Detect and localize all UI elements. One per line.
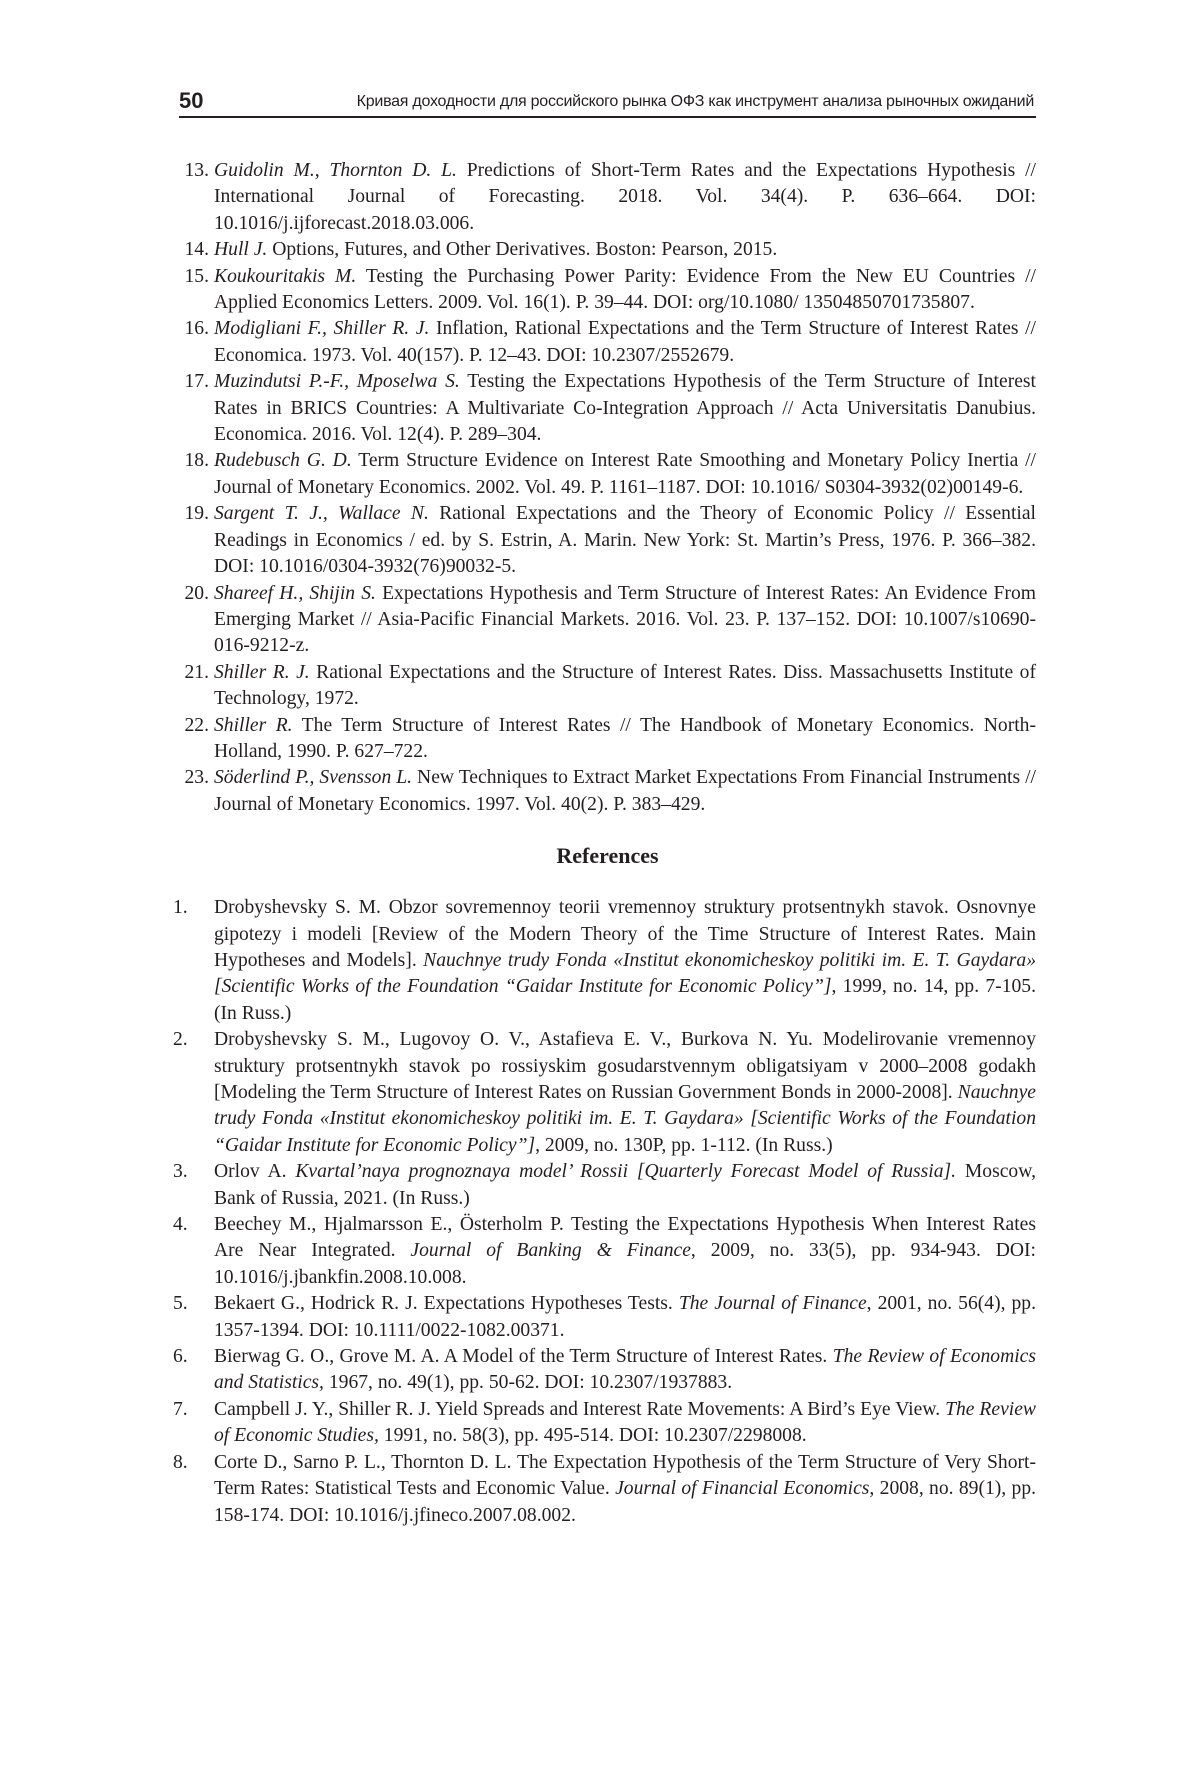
reference-segment: Moscow, Bank of Russia, 2021. (In Russ.): [214, 1161, 1036, 1208]
reference-item: [179, 369, 1036, 448]
reference-number: 17.: [165, 369, 209, 395]
reference-text: [214, 662, 1036, 709]
reference-number: 18.: [165, 448, 209, 474]
reference-item: [179, 660, 1036, 713]
reference-item: [179, 1450, 1036, 1529]
reference-segment: , 2009, no. 130P, pp. 1-112. (In Russ.): [535, 1135, 833, 1156]
reference-segment: Bierwag G. O., Grove M. A. A Model of the Term Structure of Interest Rates.: [214, 1346, 833, 1367]
reference-number: 19.: [165, 501, 209, 527]
reference-text: [214, 1293, 1036, 1340]
reference-item: [179, 1159, 1036, 1212]
reference-item: [179, 1397, 1036, 1450]
reference-number: 1.: [173, 895, 197, 921]
reference-item: [179, 237, 1036, 263]
reference-segment: Drobyshevsky S. M. Obzor sovremennoy teorii vremennoy struktury protsentnykh stavok. Osnovnye gipotezy i modeli [Review of the Modern Theory of the Time Structure of Interest Rates. Main Hypotheses and Models].: [214, 897, 1036, 971]
reference-number: 14.: [165, 237, 209, 263]
reference-segment: , 1999, no. 14, pp. 7-105. (In Russ.): [214, 976, 1036, 1023]
reference-number: 23.: [165, 765, 209, 791]
reference-number: 2.: [173, 1027, 197, 1053]
reference-body: Rational Expectations and the Structure of Interest Rates. Diss. Massachusetts Institute of Technology, 1972.: [214, 662, 1036, 709]
reference-number: 21.: [165, 660, 209, 686]
literature-list: [179, 158, 1036, 818]
reference-item: [179, 316, 1036, 369]
reference-item: [179, 501, 1036, 580]
reference-body: Testing the Expectations Hypothesis of the Term Structure of Interest Rates in BRICS Countries: A Multivariate Co-Integration Approach // Acta Universitatis Danubius. Economica. 2016. Vol. 12(4). P. 289–304.: [214, 371, 1036, 445]
reference-number: 22.: [165, 713, 209, 739]
reference-number: 4.: [173, 1212, 197, 1238]
document-page: [0, 0, 1200, 1786]
reference-body: Expectations Hypothesis and Term Structure of Interest Rates: An Evidence From Emerging Market // Asia-Pacific Financial Markets. 2016. Vol. 23. P. 137–152. DOI: 10.1007/s10690-016-9212-z.: [214, 583, 1036, 657]
reference-text: [214, 239, 777, 260]
reference-source: Nauchnye trudy Fonda «Institut ekonomicheskoy politiki im. E. T. Gaydara» [Scientific Works of the Foundation “Gaidar Institute for Economic Policy”]: [214, 950, 1036, 997]
reference-body: The Term Structure of Interest Rates // The Handbook of Monetary Economics. North-Holland, 1990. P. 627–722.: [214, 715, 1036, 762]
reference-segment: , 2009, no. 33(5), pp. 934-943. DOI: 10.1016/j.jbankfin.2008.10.008.: [214, 1240, 1036, 1287]
reference-author: Shiller R.: [214, 715, 293, 736]
reference-source: The Review of Economic Studies,: [214, 1399, 1036, 1446]
reference-body: Testing the Purchasing Power Parity: Evidence From the New EU Countries // Applied Economics Letters. 2009. Vol. 16(1). P. 39–44. DOI: org/10.1080/ 13504850701735807.: [214, 266, 1036, 313]
reference-author: Rudebusch G. D.: [214, 450, 352, 471]
reference-segment: , 2001, no. 56(4), pp. 1357-1394. DOI: 10.1111/0022-1082.00371.: [214, 1293, 1036, 1340]
reference-item: [179, 765, 1036, 818]
reference-item: [179, 713, 1036, 766]
reference-item: [179, 895, 1036, 1027]
reference-number: 3.: [173, 1159, 197, 1185]
reference-source: The Review of Economics and Statistics,: [214, 1346, 1036, 1393]
reference-author: Koukouritakis M.: [214, 266, 356, 287]
main-content: [179, 158, 1036, 1529]
reference-body: Rational Expectations and the Theory of Economic Policy // Essential Readings in Economics / ed. by S. Estrin, A. Marin. New York: St. Martin’s Press, 1976. P. 366–382. DOI: 10.1016/0304-3932(76)90032-5.: [214, 503, 1036, 577]
reference-text: [214, 1346, 1036, 1393]
reference-text: [214, 503, 1036, 577]
reference-segment: Drobyshevsky S. M., Lugovoy O. V., Astafieva E. V., Burkova N. Yu. Modelirovanie vremennoy struktury protsentnykh stavok po rossiyskim gosudarstvennym obligatsiyam v 2000–2008 godakh [Modeling the Term Structure of Interest Rates on Russian Government Bonds in 2000-2008].: [214, 1029, 1036, 1103]
reference-segment: Campbell J. Y., Shiller R. J. Yield Spreads and Interest Rate Movements: A Bird’s Eye View.: [214, 1399, 945, 1420]
page-number: 50: [179, 90, 203, 112]
running-title: Кривая доходности для российского рынка ОФЗ как инструмент анализа рыночных ожиданий: [357, 93, 1034, 111]
reference-item: [179, 1344, 1036, 1397]
reference-number: 16.: [165, 316, 209, 342]
reference-source: Journal of Banking & Finance: [410, 1240, 690, 1261]
reference-text: [214, 1029, 1036, 1156]
reference-text: [214, 266, 1036, 313]
reference-author: Söderlind P., Svensson L.: [214, 767, 412, 788]
reference-item: [179, 158, 1036, 237]
reference-text: [214, 371, 1036, 445]
reference-text: [214, 1214, 1036, 1288]
reference-author: Sargent T. J., Wallace N.: [214, 503, 429, 524]
reference-text: [214, 318, 1036, 365]
reference-text: [214, 897, 1036, 1024]
reference-author: Shareef H., Shijin S.: [214, 583, 376, 604]
reference-body: Options, Futures, and Other Derivatives. Boston: Pearson, 2015.: [267, 239, 777, 260]
reference-author: Muzindutsi P.-F., Mposelwa S.: [214, 371, 460, 392]
reference-text: [214, 1399, 1036, 1446]
reference-item: [179, 1212, 1036, 1291]
reference-text: [214, 767, 1036, 814]
reference-number: 7.: [173, 1397, 197, 1423]
references-heading: References: [179, 843, 1036, 869]
reference-item: [179, 448, 1036, 501]
reference-source: Nauchnye trudy Fonda «Institut ekonomicheskoy politiki im. E. T. Gaydara» [Scientific Works of the Foundation “Gaidar Institute for Economic Policy”]: [214, 1082, 1036, 1156]
reference-number: 6.: [173, 1344, 197, 1370]
reference-source: Journal of Financial Economics: [615, 1478, 869, 1499]
reference-text: [214, 160, 1036, 234]
reference-body: New Techniques to Extract Market Expectations From Financial Instruments // Journal of Monetary Economics. 1997. Vol. 40(2). P. 383–429.: [214, 767, 1036, 814]
reference-author: Modigliani F., Shiller R. J.: [214, 318, 429, 339]
reference-source: Kvartal’naya prognoznaya model’ Rossii [Quarterly Forecast Model of Russia].: [295, 1161, 956, 1182]
reference-segment: Corte D., Sarno P. L., Thornton D. L. The Expectation Hypothesis of the Term Structure of Very Short-Term Rates: Statistical Tests and Economic Value.: [214, 1452, 1036, 1499]
reference-text: [214, 1161, 1036, 1208]
reference-text: [214, 583, 1036, 657]
reference-body: Inflation, Rational Expectations and the Term Structure of Interest Rates // Economica. 1973. Vol. 40(157). P. 12–43. DOI: 10.2307/2552679.: [214, 318, 1036, 365]
reference-author: Guidolin M., Thornton D. L.: [214, 160, 457, 181]
reference-item: [179, 581, 1036, 660]
reference-item: [179, 264, 1036, 317]
reference-text: [214, 1452, 1036, 1526]
reference-number: 5.: [173, 1291, 197, 1317]
reference-text: [214, 715, 1036, 762]
reference-number: 13.: [165, 158, 209, 184]
reference-item: [179, 1027, 1036, 1159]
reference-body: Term Structure Evidence on Interest Rate Smoothing and Monetary Policy Inertia // Journal of Monetary Economics. 2002. Vol. 49. P. 1161–1187. DOI: 10.1016/ S0304-3932(02)00149-6.: [214, 450, 1036, 497]
reference-segment: , 2008, no. 89(1), pp. 158-174. DOI: 10.1016/j.jfineco.2007.08.002.: [214, 1478, 1036, 1525]
reference-segment: 1991, no. 58(3), pp. 495-514. DOI: 10.2307/2298008.: [379, 1425, 807, 1446]
reference-segment: Beechey M., Hjalmarsson E., Österholm P. Testing the Expectations Hypothesis When Interest Rates Are Near Integrated.: [214, 1214, 1036, 1261]
reference-number: 8.: [173, 1450, 197, 1476]
reference-body: Predictions of Short-Term Rates and the Expectations Hypothesis // International Journal of Forecasting. 2018. Vol. 34(4). P. 636–664. DOI: 10.1016/j.ijforecast.2018.03.006.: [214, 160, 1036, 234]
reference-segment: Bekaert G., Hodrick R. J. Expectations Hypotheses Tests.: [214, 1293, 679, 1314]
reference-segment: 1967, no. 49(1), pp. 50-62. DOI: 10.2307/1937883.: [324, 1372, 732, 1393]
reference-item: [179, 1291, 1036, 1344]
reference-number: 20.: [165, 581, 209, 607]
reference-number: 15.: [165, 264, 209, 290]
reference-source: The Journal of Finance: [679, 1293, 867, 1314]
references-list: [179, 895, 1036, 1529]
reference-author: Shiller R. J.: [214, 662, 310, 683]
running-header: [179, 90, 1036, 118]
reference-text: [214, 450, 1036, 497]
reference-segment: Orlov A.: [214, 1161, 295, 1182]
reference-author: Hull J.: [214, 239, 267, 260]
